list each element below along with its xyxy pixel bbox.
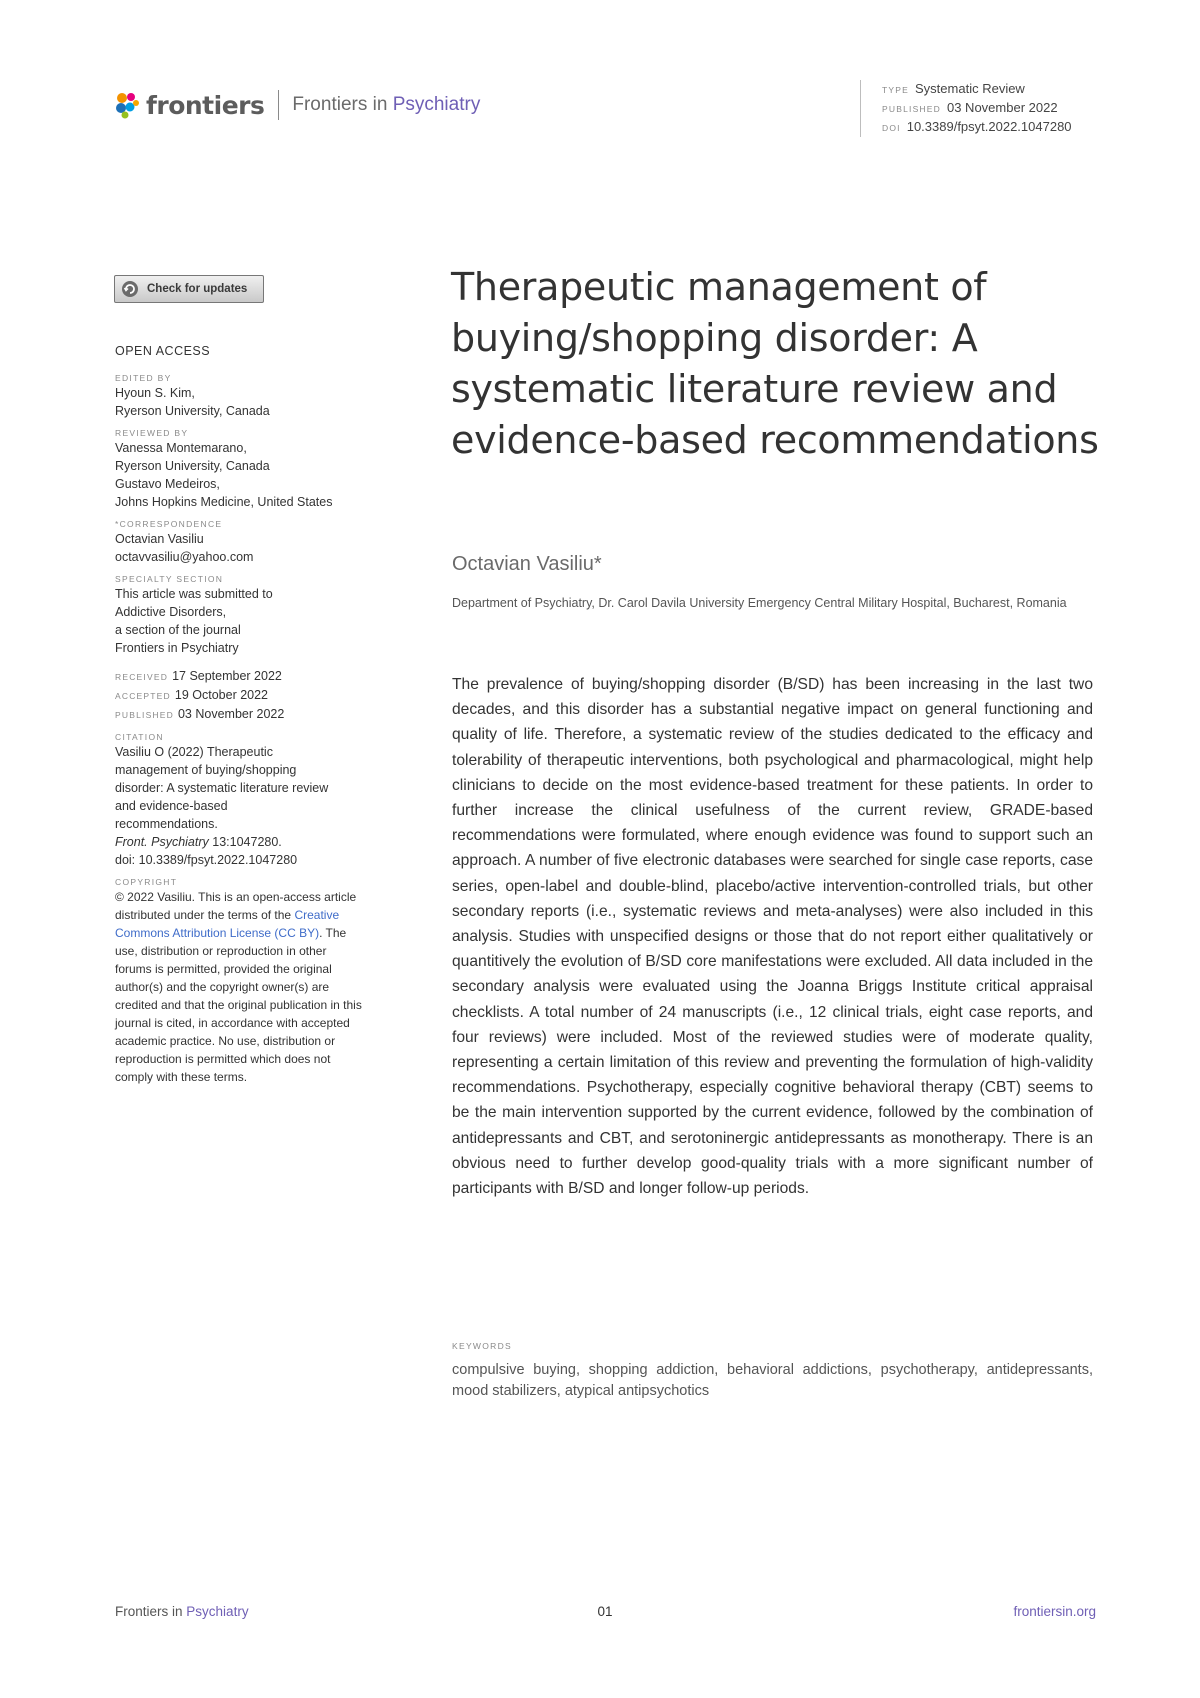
- specialty-line: This article was submitted to: [115, 587, 273, 601]
- citation-volume: 13:1047280.: [208, 835, 282, 849]
- author-name[interactable]: Octavian Vasiliu*: [452, 553, 602, 575]
- citation-doi[interactable]: doi: 10.3389/fpsyt.2022.1047280: [115, 853, 298, 867]
- edited-by-label: EDITED BY: [115, 373, 172, 383]
- open-access-label: OPEN ACCESS: [115, 344, 211, 358]
- frontiers-wordmark: frontiers: [146, 90, 265, 120]
- copyright-text-start: © 2022 Vasiliu. This is an open-access article distributed under the terms of the: [115, 890, 357, 922]
- citation-label: CITATION: [115, 732, 164, 742]
- footer-site-link[interactable]: frontiersin.org: [1013, 1604, 1096, 1619]
- citation-line: recommendations.: [115, 817, 218, 831]
- correspondence-label: *CORRESPONDENCE: [115, 519, 223, 529]
- citation-journal-name: Front. Psychiatry: [115, 835, 209, 849]
- citation-line: and evidence-based: [115, 799, 228, 813]
- meta-type-value: Systematic Review: [915, 81, 1025, 96]
- editor-name: Hyoun S. Kim,: [115, 386, 195, 400]
- citation-journal: [115, 833, 377, 851]
- abstract-text: The prevalence of buying/shopping disorder (B/SD) has been increasing in the last two decades, and this disorder has a substantial negative impact on general functioning and quality of life. Therefore, a systematic review of the studies dedicated to the efficacy and tolerability of therapeutic interventions, both psychological and pharmacological, might help clinicians to decide on the most evidence-based treatment for these patients. In order to further increase the clinical usefulness of the current review, GRADE-based recommendations were formulated, where enough evidence was found to support such an approach. A number of five electronic databases were searched for single case reports, case series, open-label and double-blind, placebo/active intervention-controlled trials, but other secondary reports (i.e., systematic reviews and meta-analyses) were also included in this analysis. Studies with unspecified designs or those that do not report either qualitatively or quantitively the evolution of B/SD core manifestations were excluded. All data included in the secondary analysis were evaluated using the Joanna Briggs Institute critical appraisal checklists. A total number of 24 manuscripts (i.e., 12 clinical trials, eight case reports, and four reviews) were included. Most of the reviewed studies were of moderate quality, representing a certain limitation of this review and preventing the formulation of high-validity recommendations. Psychotherapy, especially cognitive behavioral therapy (CBT) seems to be the main intervention supported by the current evidence, followed by the combination of antidepressants and CBT, and serotoninergic antidepressants as monotherapy. There is an obvious need to further develop good-quality trials with a more significant number of participants with B/SD and longer follow-up periods.: [452, 676, 1093, 1198]
- meta-doi-value[interactable]: 10.3389/fpsyt.2022.1047280: [906, 119, 1072, 134]
- date-received-label: RECEIVED: [115, 672, 169, 682]
- article-title: Therapeutic management of buying/shopping disorder: A systematic literature review and evidence-based recommendations: [451, 265, 1099, 462]
- meta-published-value: 03 November 2022: [946, 100, 1058, 115]
- journal-prefix: Frontiers in: [292, 94, 388, 115]
- date-published-value: 03 November 2022: [177, 707, 285, 721]
- copyright-label: COPYRIGHT: [115, 877, 178, 887]
- date-published-label: PUBLISHED: [115, 710, 174, 720]
- reviewer-affiliation: Johns Hopkins Medicine, United States: [115, 495, 333, 509]
- meta-published: [882, 99, 1072, 118]
- article-sidebar: [115, 342, 377, 1086]
- date-published: [115, 705, 377, 724]
- reviewed-by-label: REVIEWED BY: [115, 428, 189, 438]
- meta-doi-label: DOI: [882, 123, 901, 133]
- reviewer-name: Vanessa Montemarano,: [115, 441, 247, 455]
- keywords-list: compulsive buying, shopping addiction, behavioral addictions, psychotherapy, antidepressants, mood stabilizers, atypical antipsychotics: [452, 1362, 1093, 1399]
- footer-journal[interactable]: [115, 1604, 249, 1619]
- specialty-line: a section of the journal: [115, 623, 241, 637]
- article-meta: [860, 80, 1072, 137]
- date-accepted-value: 19 October 2022: [174, 688, 269, 702]
- reviewer-affiliation: Ryerson University, Canada: [115, 459, 270, 473]
- check-for-updates-button[interactable]: [114, 275, 264, 303]
- check-for-updates-label: Check for updates: [147, 283, 248, 295]
- footer-journal-name: Psychiatry: [186, 1604, 249, 1619]
- date-accepted-label: ACCEPTED: [115, 691, 171, 701]
- date-accepted: [115, 686, 377, 705]
- correspondence-name: Octavian Vasiliu: [115, 532, 204, 546]
- article-dates: [115, 667, 377, 724]
- date-received: [115, 667, 377, 686]
- editor-affiliation: Ryerson University, Canada: [115, 404, 270, 418]
- meta-type: [882, 80, 1072, 99]
- specialty-section-label: SPECIALTY SECTION: [115, 574, 224, 584]
- date-received-value: 17 September 2022: [172, 669, 282, 683]
- author-affiliation: Department of Psychiatry, Dr. Carol Davila University Emergency Central Military Hospital, Bucharest, Romania: [452, 596, 1067, 610]
- refresh-icon: [121, 280, 139, 298]
- license-link[interactable]: Creative Commons Attribution License (CC BY): [115, 908, 340, 940]
- journal-title: Psychiatry: [392, 94, 481, 115]
- specialty-line: Frontiers in Psychiatry: [115, 641, 239, 655]
- correspondence-email[interactable]: octavvasiliu@yahoo.com: [115, 550, 254, 564]
- keywords-label: KEYWORDS: [452, 1341, 512, 1351]
- footer-journal-prefix: Frontiers in: [115, 1604, 183, 1619]
- copyright-text: [115, 888, 365, 1086]
- meta-doi[interactable]: [882, 118, 1072, 137]
- frontiers-logo[interactable]: [113, 90, 480, 120]
- frontiers-logo-icon: [113, 90, 143, 120]
- logo-divider: [278, 90, 279, 120]
- citation-line: disorder: A systematic literature review: [115, 781, 329, 795]
- meta-published-label: PUBLISHED: [882, 104, 941, 114]
- citation-line: Vasiliu O (2022) Therapeutic: [115, 745, 273, 759]
- specialty-line: Addictive Disorders,: [115, 605, 227, 619]
- page-number: 01: [597, 1604, 613, 1619]
- meta-type-label: TYPE: [882, 85, 910, 95]
- copyright-text-end: . The use, distribution or reproduction in other forums is permitted, provided the original author(s) and the copyright owner(s) are credited and that the original publication in this journal is cited, in accordance with accepted academic practice. No use, distribution or reproduction is permitted which does not comply with these terms.: [115, 926, 362, 1084]
- reviewer-name: Gustavo Medeiros,: [115, 477, 220, 491]
- journal-name[interactable]: [292, 94, 480, 116]
- citation-line: management of buying/shopping: [115, 763, 297, 777]
